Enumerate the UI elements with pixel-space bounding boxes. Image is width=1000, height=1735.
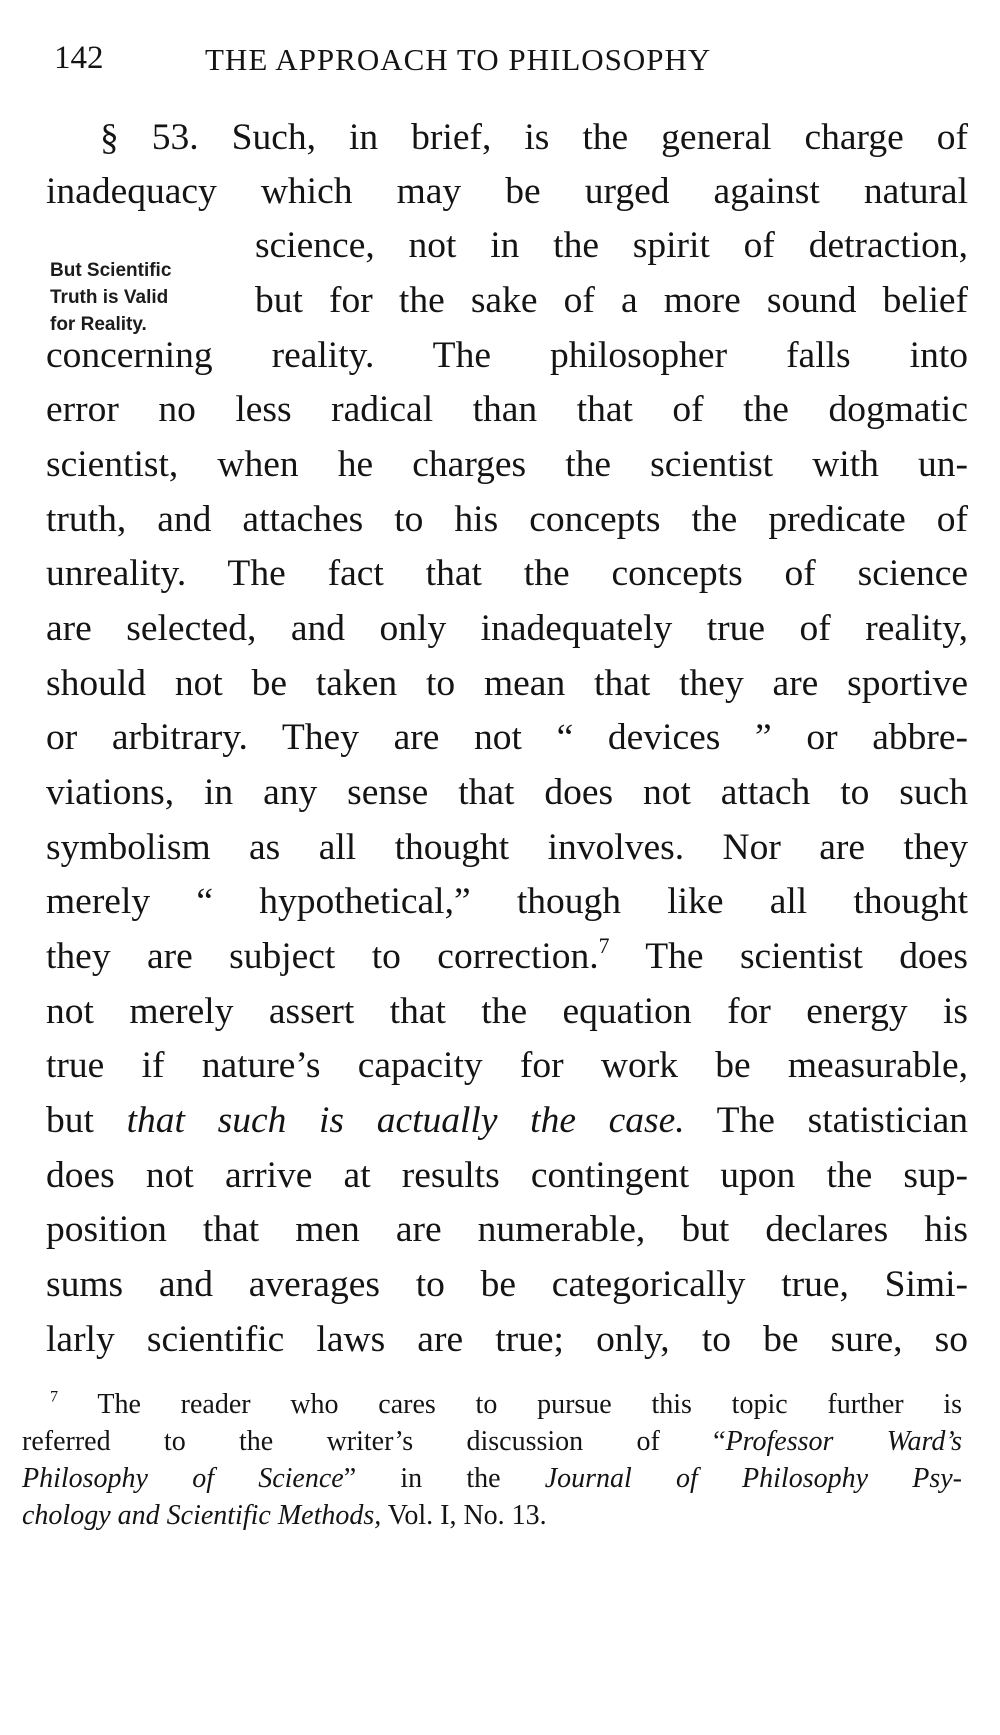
text-line: or arbitrary. They are not “ devices ” or abbre- [46,717,968,758]
text-line: truth, and attaches to his concepts the predicate of [46,499,968,540]
footnote-text: Vol. I, No. 13. [381,1500,547,1531]
footnote-line [22,1425,962,1459]
text-line: not merely assert that the equation for energy is [46,991,968,1032]
footnote-text: referred to the writer’s discussion of “ [22,1426,726,1457]
text-line [46,1101,968,1141]
text-line-start: but [46,1100,94,1141]
text-line: scientist, when he charges the scientist with un- [46,444,968,485]
text-line [46,933,968,977]
text-line: viations, in any sense that does not attach to such [46,772,968,813]
text-line: are selected, and only inadequately true of reality, [46,608,968,649]
text-line: § 53. Such, in brief, is the general charge of [100,117,968,158]
footnote-italic: Professor Ward’s [725,1426,962,1457]
footnote-italic: Journal of Philosophy Psy- [544,1463,962,1494]
text-line: concerning reality. The philosopher falls into [46,335,968,376]
text-line: error no less radical than that of the dogmatic [46,389,968,430]
text-line: does not arrive at results contingent upon the sup- [46,1155,968,1196]
text-line: true if nature’s capacity for work be measurable, [46,1045,968,1086]
text-line: should not be taken to mean that they are sportive [46,663,968,704]
text-line: but for the sake of a more sound belief [255,280,968,321]
footnote-line [50,1388,962,1422]
footnote-marker: 7 [50,1387,59,1406]
page-header [0,34,1000,84]
text-line: sums and averages to be categorically true, Simi- [46,1264,968,1305]
text-line-end: The scientist does [609,936,968,977]
text-line: science, not in the spirit of detraction, [255,225,968,266]
margin-note-line: Truth is Valid [50,287,169,308]
text-line-start: they are subject to correction. [46,936,599,977]
text-line: merely “ hypothetical,” though like all thought [46,881,968,922]
page-number: 142 [54,40,104,76]
text-line: symbolism as all thought involves. Nor are they [46,827,968,868]
text-line: inadequacy which may be urged against natural [46,171,968,212]
text-line: larly scientific laws are true; only, to be sure, so [46,1319,968,1360]
margin-note [50,257,171,338]
text-line: unreality. The fact that the concepts of science [46,553,968,594]
margin-note-line: for Reality. [50,314,147,335]
footnote-line [22,1462,962,1496]
footnote-line [22,1499,962,1533]
running-title: THE APPROACH TO PHILOSOPHY [205,42,712,77]
footnote-italic: Philosophy of Science [22,1463,344,1494]
footnote-italic: chology and Scientific Methods, [22,1500,382,1531]
footnote-reference: 7 [598,933,610,958]
text-line: position that men are numerable, but declares his [46,1209,968,1250]
emphasis-text: that such is actually the case. [93,1100,685,1141]
text-line-end: The statistician [684,1100,969,1141]
footnote-text: The reader who cares to pursue this topic further is [58,1389,962,1420]
margin-note-line: But Scientific [50,260,172,281]
footnote-text: ” in the [343,1463,545,1494]
